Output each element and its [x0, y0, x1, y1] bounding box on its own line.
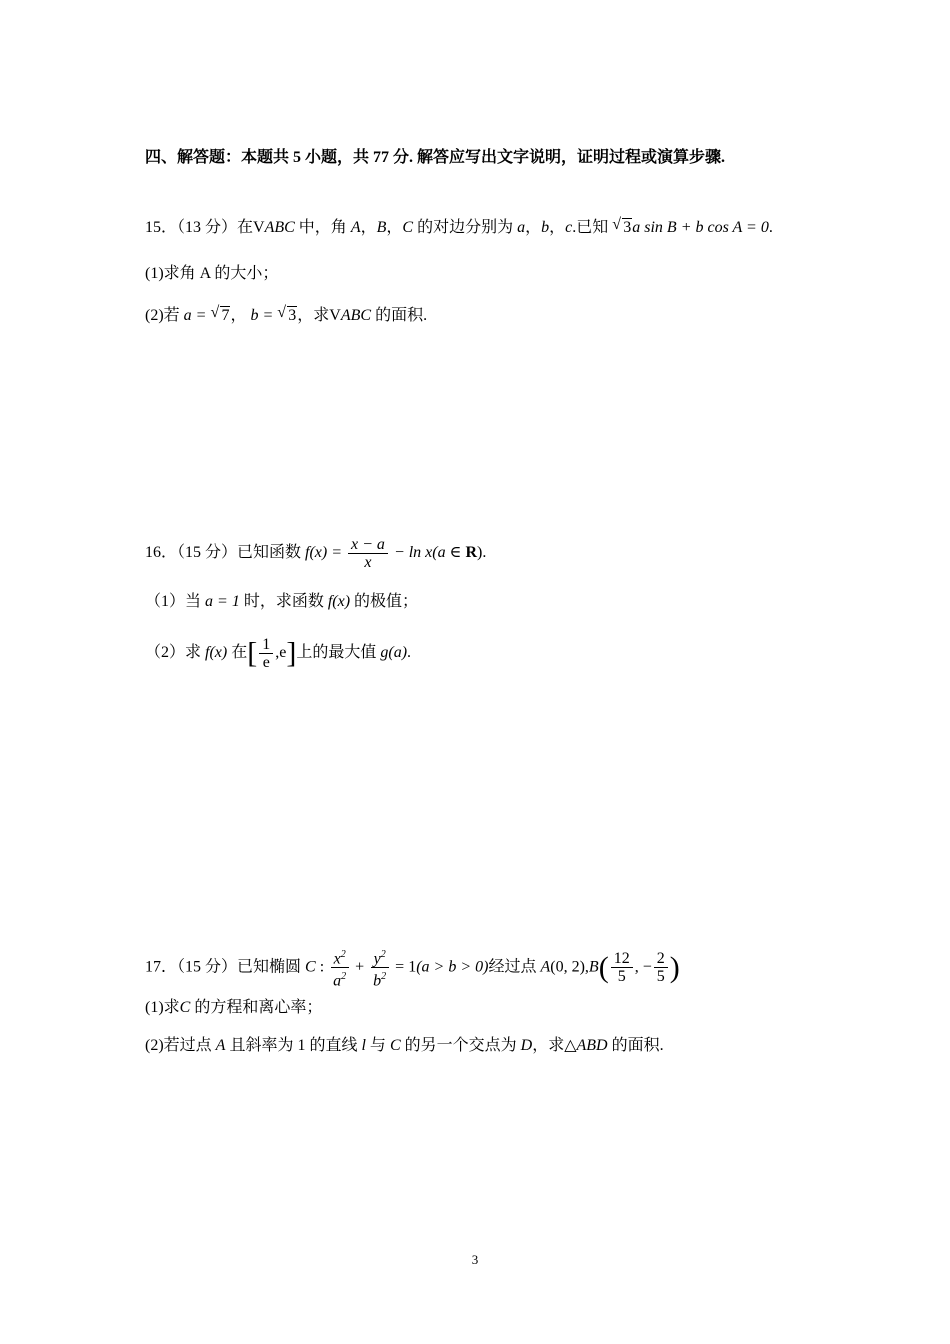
q17-stem: 17．（15 分）已知椭圆 C : $\frac{x^2}{a^2}$ + $\frac{y^2}{b^2}$ = 1(a > b > 0)经过点 A(0, 2),B( $\frac{12}{5}$ , − $\frac{2}{5}$ ): [145, 946, 680, 990]
sqrt-3-b: √ 3: [277, 304, 297, 324]
fraction-2-over-5: $\frac{2}{5}$: [654, 950, 668, 985]
page-number: 3: [471, 1252, 479, 1267]
q17-part1: (1)求C 的方程和离心率；: [145, 999, 323, 1016]
fraction-12-over-5: $\frac{12}{5}$: [611, 950, 633, 985]
q16-part1: （1）当 a = 1 时，求函数 f(x) 的极值；: [145, 593, 419, 610]
q15-part1: (1)求角 A 的大小；: [145, 265, 279, 282]
q16-part2: （2）求 f(x) 在[ $\frac{1}{e}$ ,e]上的最大值 g(a).: [145, 636, 412, 671]
sqrt-7: √ 7: [210, 304, 230, 324]
fraction-y2-over-b2: $\frac{y^2}{b^2}$: [370, 946, 389, 990]
q17-part2: (2)若过点 A 且斜率为 1 的直线 l 与 C 的另一个交点为 D，求△ABD 的面积.: [145, 1037, 664, 1054]
q15-stem: 15．（13 分）在VABC 中，角 A，B，C 的对边分别为 a，b，c.已知 √ 3a sin B + b cos A = 0.: [145, 216, 773, 240]
fraction-x-minus-a-over-x: $\frac{x - a}{x}$: [348, 536, 388, 571]
section-heading: 四、解答题：本题共 5 小题，共 77 分. 解答应写出文字说明，证明过程或演算步骤.: [145, 149, 726, 166]
sqrt-3: √ 3: [612, 216, 632, 236]
q16-stem: 16．（15 分）已知函数 f(x) = $\frac{x - a}{x}$ − ln x(a ∈ R).: [145, 536, 487, 571]
q15-part2: (2)若 a = √ 7， b = √ 3，求VABC 的面积.: [145, 304, 427, 328]
fraction-1-over-e: $\frac{1}{e}$: [259, 636, 273, 671]
fraction-x2-over-a2: $\frac{x^2}{a^2}$: [330, 946, 349, 990]
